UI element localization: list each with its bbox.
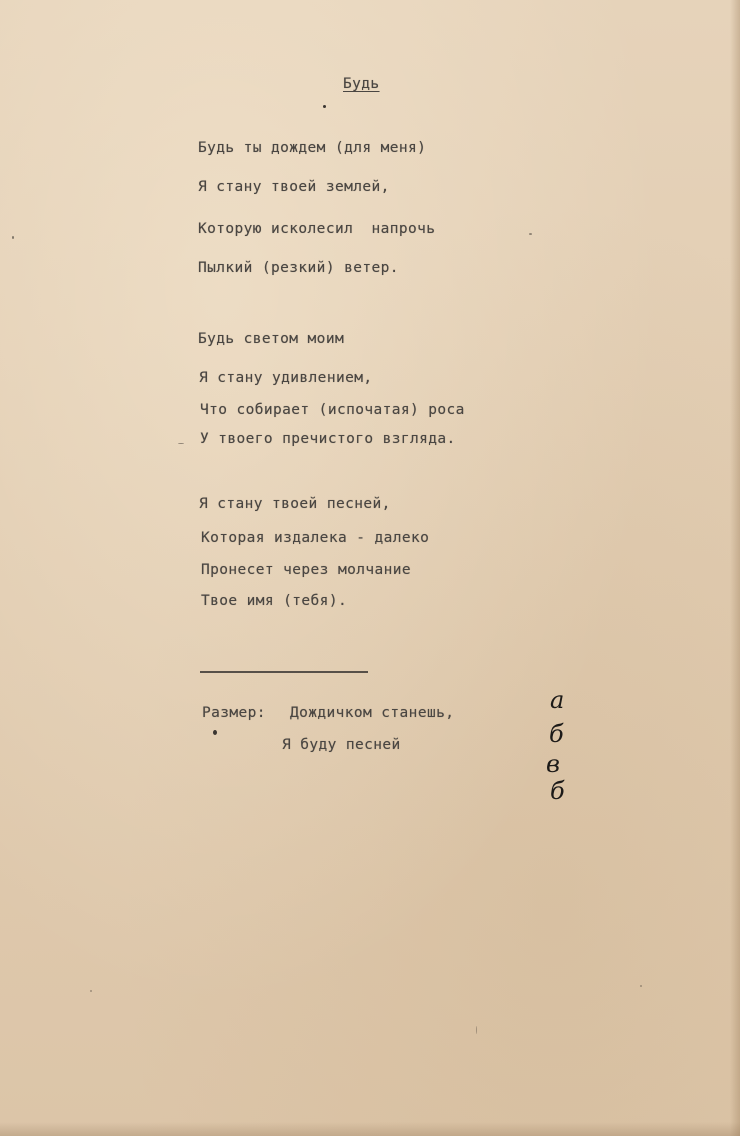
separator-rule xyxy=(200,671,368,673)
poem-line: Которую исколесил напрочь xyxy=(198,221,436,237)
poem-title: Будь xyxy=(343,76,380,92)
poem-line: Я стану удивлением, xyxy=(199,370,373,386)
poem-line: Будь ты дождем (для меня) xyxy=(198,140,427,156)
paper-edge-shadow xyxy=(730,0,740,1136)
poem-line: Пронесет через молчание xyxy=(201,562,411,578)
handwritten-mark: б xyxy=(550,777,565,805)
poem-line: Пылкий (резкий) ветер. xyxy=(198,260,399,276)
poem-line: Я стану твоей землей, xyxy=(198,179,390,195)
ink-dot xyxy=(323,105,326,108)
paper-bottom-shadow xyxy=(0,1122,740,1136)
ink-dot xyxy=(213,730,217,735)
poem-line: Твое имя (тебя). xyxy=(201,593,348,609)
poem-line: Которая издалека - далеко xyxy=(201,530,430,546)
handwritten-mark: б xyxy=(549,720,564,748)
meter-label: Размер: xyxy=(202,705,266,721)
paper-speck xyxy=(12,236,14,239)
handwritten-mark: в xyxy=(546,750,560,778)
paper-speck xyxy=(640,985,642,987)
meter-line: Я буду песней xyxy=(282,737,401,753)
poem-line: Что собирает (испочатая) роса xyxy=(200,402,465,418)
handwritten-mark: а xyxy=(550,686,565,714)
meter-line: Дождичком станешь, xyxy=(290,705,455,721)
paper-speck xyxy=(476,1026,477,1034)
paper-speck xyxy=(529,233,532,235)
paper-speck xyxy=(178,443,184,444)
poem-line: Я стану твоей песней, xyxy=(199,496,391,512)
poem-line: У твоего пречистого взгляда. xyxy=(200,431,456,447)
paper-speck xyxy=(90,990,92,992)
poem-line: Будь светом моим xyxy=(198,331,345,347)
